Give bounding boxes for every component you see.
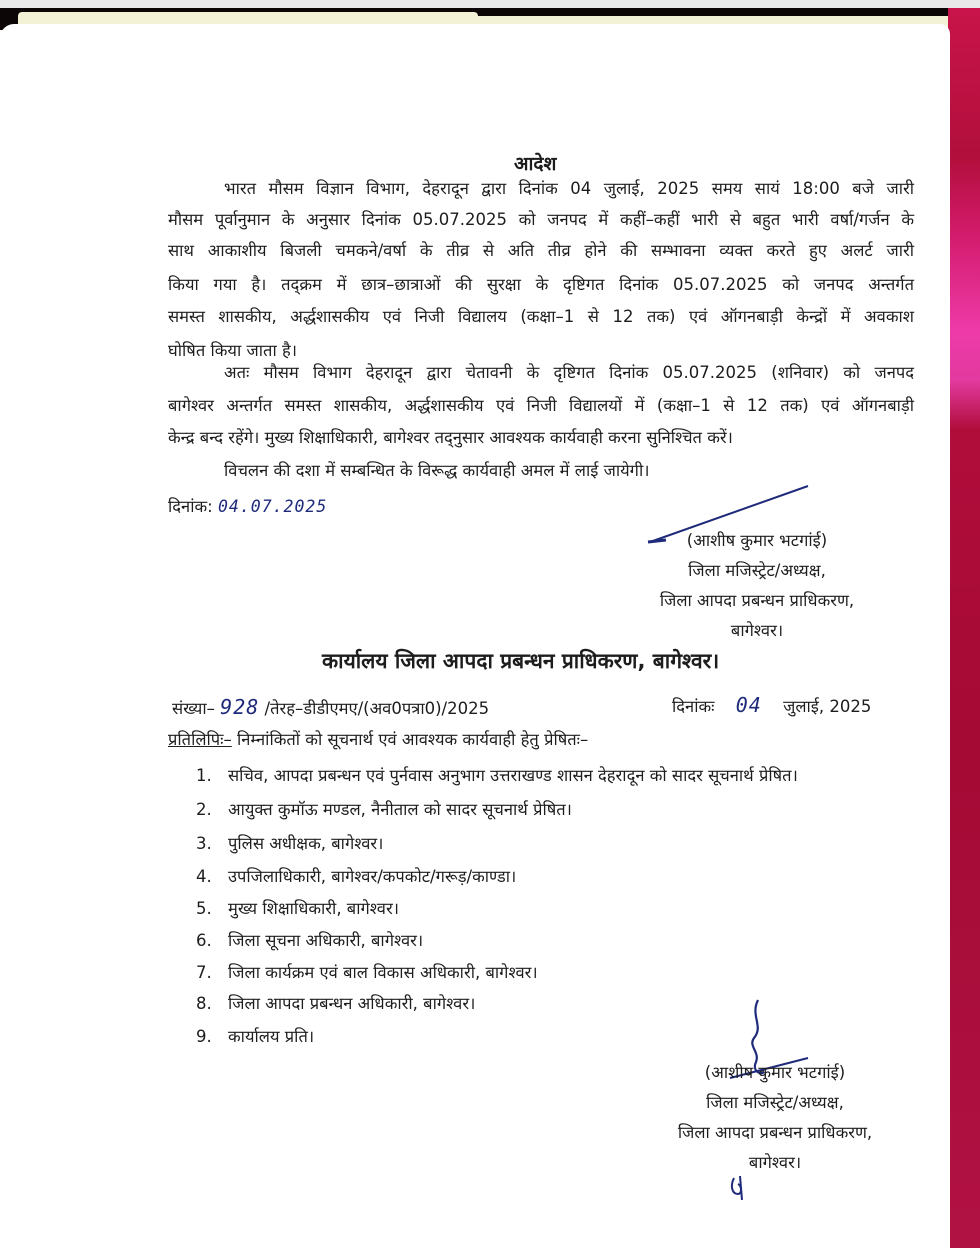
body-line: घोषित किया जाता है। <box>168 341 297 360</box>
reference-number-label: संख्या– <box>172 699 215 718</box>
body-line: समस्त शासकीय, अर्द्धशासकीय एवं निजी विद्यालय (कक्षा–1 से 12 तक) एवं ऑगनबाड़ी केन्द्रों में अवकाश <box>168 307 914 326</box>
copy-to-item: 2. आयुक्त कुमॉऊ मण्डल, नैनीताल को सादर सूचनार्थ प्रेषित। <box>196 800 572 819</box>
signatory-authority: जिला आपदा प्रबन्धन प्राधिकरण, <box>677 1123 873 1142</box>
signatory-authority: जिला आपदा प्रबन्धन प्राधिकरण, <box>659 591 855 610</box>
body-line: भारत मौसम विज्ञान विभाग, देहरादून द्वारा दिनांक 04 जुलाई, 2025 समय सायं 18:00 बजे जारी <box>224 179 914 198</box>
signatory-block-1 <box>622 526 892 646</box>
reference-date-rest: जुलाई, 2025 <box>783 697 872 716</box>
body-line: साथ आकाशीय बिजली चमकने/वर्षा के तीव्र से अति तीव्र होने की सम्भावना व्यक्त करते हुए अलर्ट जारी <box>168 241 914 260</box>
signatory-designation: जिला मजिस्ट्रेट/अध्यक्ष, <box>688 561 826 580</box>
copy-to-item: 3. पुलिस अधीक्षक, बागेश्वर। <box>196 834 384 853</box>
date-label: दिनांक: <box>168 497 213 516</box>
order-heading: आदेश <box>514 153 557 175</box>
signatory-place: बागेश्वर। <box>748 1153 802 1172</box>
copy-to-item: 4. उपजिलाधिकारी, बागेश्वर/कपकोट/गरूड़/काण्डा। <box>196 867 517 886</box>
copy-to-item: 7. जिला कार्यक्रम एवं बाल विकास अधिकारी, बागेश्वर। <box>196 963 538 982</box>
signatory-block-2 <box>640 1058 910 1178</box>
handwritten-date: 04.07.2025 <box>217 497 328 516</box>
body-line: विचलन की दशा में सम्बन्धित के विरूद्ध कार्यवाही अमल में लाई जायेगी। <box>224 461 650 480</box>
order-date <box>168 496 327 518</box>
handwritten-reference-number: 928 <box>220 695 260 719</box>
signatory-designation: जिला मजिस्ट्रेट/अध्यक्ष, <box>706 1093 844 1112</box>
copy-to-item: 6. जिला सूचना अधिकारी, बागेश्वर। <box>196 931 424 950</box>
body-line: बागेश्वर अन्तर्गत समस्त शासकीय, अर्द्धशासकीय एवं निजी विद्यालयों में (कक्षा–1 से 12 तक) एवं ऑगनबाड़ी <box>168 396 914 415</box>
copy-to-item: 9. कार्यालय प्रति। <box>196 1027 315 1046</box>
body-line: मौसम पूर्वानुमान के अनुसार दिनांक 05.07.2025 को जनपद में कहीं–कहीं भारी से बहुत भारी वर्षा/गर्जन के <box>168 210 914 229</box>
copy-to-label: प्रतिलिपिः– <box>168 730 232 749</box>
signatory-place: बागेश्वर। <box>730 621 784 640</box>
body-line: केन्द्र बन्द रहेंगे। मुख्य शिक्षाधिकारी, बागेश्वर तद्नुसार आवश्यक कार्यवाही करना सुनिश्चित करें। <box>168 428 733 447</box>
reference-number <box>172 696 489 720</box>
copy-to-intro: निम्नांकितों को सूचनार्थ एवं आवश्यक कार्यवाही हेतु प्रेषितः– <box>237 730 589 749</box>
body-line: किया गया है। तद्क्रम में छात्र–छात्राओं की सुरक्षा के दृष्टिगत दिनांक 05.07.2025 को जनपद अन्तर्गत <box>168 275 914 294</box>
reference-number-suffix: /तेरह–डीडीएमए/(अव0पत्रा0)/2025 <box>264 699 490 718</box>
body-line: अतः मौसम विभाग देहरादून द्वारा चेतावनी के दृष्टिगत दिनांक 05.07.2025 (शनिवार) को जनपद <box>224 363 914 382</box>
signatory-name: (आशीष कुमार भटगांई) <box>686 531 828 550</box>
copy-to-item: 5. मुख्य शिक्षाधिकारी, बागेश्वर। <box>196 899 399 918</box>
handwritten-reference-day: 04 <box>735 693 762 717</box>
copy-to-item: 1. सचिव, आपदा प्रबन्धन एवं पुर्नवास अनुभाग उत्तराखण्ड शासन देहरादून को सादर सूचनार्थ प्रेषित। <box>196 766 798 785</box>
office-heading: कार्यालय जिला आपदा प्रबन्धन प्राधिकरण, बागेश्वर। <box>322 649 720 673</box>
copy-to-header <box>168 729 588 751</box>
handwritten-initial-mark <box>728 1172 748 1202</box>
copy-to-item: 8. जिला आपदा प्रबन्धन अधिकारी, बागेश्वर। <box>196 994 476 1013</box>
signatory-name: (आशीष कुमार भटगांई) <box>704 1063 846 1082</box>
reference-date <box>672 694 871 718</box>
reference-date-label: दिनांकः <box>672 697 715 716</box>
pink-fabric-background <box>948 8 980 1248</box>
